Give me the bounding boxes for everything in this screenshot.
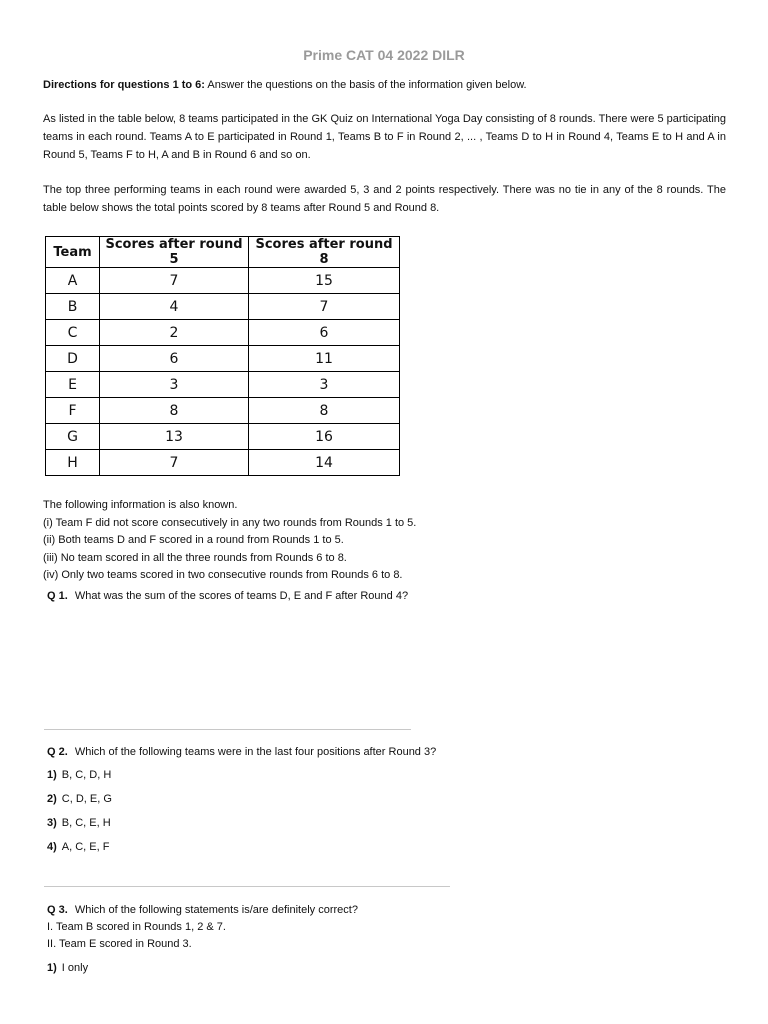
table-row (46, 320, 400, 346)
option-number: 2) (47, 793, 57, 805)
cell-round5: 6 (100, 346, 249, 372)
option[interactable] (47, 817, 111, 829)
cell-round8: 3 (249, 372, 400, 398)
cell-round5: 13 (100, 424, 249, 450)
cell-team: B (46, 294, 100, 320)
cell-round8: 8 (249, 398, 400, 424)
table-row (46, 398, 400, 424)
info-item: (i) Team F did not score consecutively in any two rounds from Rounds 1 to 5. (43, 516, 417, 529)
option-text: B, C, E, H (61, 817, 111, 829)
divider (44, 729, 411, 730)
cell-team: C (46, 320, 100, 346)
option-number: 1) (47, 962, 57, 974)
table-row (46, 372, 400, 398)
directions (43, 76, 726, 94)
header-team: Team (46, 237, 100, 268)
cell-round5: 8 (100, 398, 249, 424)
table-row (46, 450, 400, 476)
cell-round8: 16 (249, 424, 400, 450)
cell-team: A (46, 268, 100, 294)
question-3 (47, 904, 358, 916)
cell-round8: 14 (249, 450, 400, 476)
cell-round5: 2 (100, 320, 249, 346)
table-row (46, 346, 400, 372)
page-title: Prime CAT 04 2022 DILR (303, 47, 465, 63)
table-row (46, 268, 400, 294)
header-round5: Scores after round 5 (100, 237, 249, 268)
cell-round8: 7 (249, 294, 400, 320)
info-item: (ii) Both teams D and F scored in a round from Rounds 1 to 5. (43, 534, 344, 546)
directions-label: Directions for questions 1 to 6: (43, 79, 205, 91)
table-row (46, 424, 400, 450)
cell-team: F (46, 398, 100, 424)
info-item: (iii) No team scored in all the three rounds from Rounds 6 to 8. (43, 551, 347, 564)
statement: II. Team E scored in Round 3. (47, 938, 192, 950)
option[interactable] (47, 841, 109, 853)
option-text: C, D, E, G (61, 793, 112, 805)
question-3-label: Q 3. (47, 904, 68, 916)
option-text: B, C, D, H (61, 769, 112, 781)
cell-round5: 4 (100, 294, 249, 320)
question-2-label: Q 2. (47, 746, 68, 758)
option-number: 4) (47, 841, 57, 853)
option[interactable] (47, 769, 111, 781)
additional-info (43, 497, 416, 585)
divider (44, 886, 450, 887)
question-1-label: Q 1. (47, 590, 68, 602)
cell-round8: 11 (249, 346, 400, 372)
question-2 (47, 746, 436, 758)
option-number: 1) (47, 769, 57, 781)
cell-team: D (46, 346, 100, 372)
cell-round5: 7 (100, 450, 249, 476)
cell-team: G (46, 424, 100, 450)
cell-round5: 3 (100, 372, 249, 398)
directions-text: Answer the questions on the basis of the information given below. (204, 79, 527, 91)
question-1 (47, 590, 408, 602)
cell-round8: 15 (249, 268, 400, 294)
question-3-text: Which of the following statements is/are definitely correct? (74, 904, 358, 916)
intro-paragraph: As listed in the table below, 8 teams participated in the GK Quiz on International Yoga Day consisting of 8 rounds. There were 5 participating teams in each round. Teams A to E participated in Round 1, Teams B to F in Round 2, ... , Teams D to H in Round 4, Teams E to H and A in Round 5, Teams F to H, A and B in Round 6 and so on. (43, 113, 726, 161)
option[interactable] (47, 793, 112, 805)
info-item: (iv) Only two teams scored in two consecutive rounds from Rounds 6 to 8. (43, 569, 403, 581)
option-text: A, C, E, F (61, 841, 110, 853)
option[interactable] (47, 962, 88, 974)
cell-team: E (46, 372, 100, 398)
option-text: I only (61, 962, 89, 974)
table-row (46, 294, 400, 320)
table-header-row (46, 237, 400, 268)
option-number: 3) (47, 817, 57, 829)
statement: I. Team B scored in Rounds 1, 2 & 7. (47, 921, 226, 933)
question-1-text: What was the sum of the scores of teams D, E and F after Round 4? (74, 590, 409, 602)
header-round8: Scores after round 8 (249, 237, 400, 268)
cell-round8: 6 (249, 320, 400, 346)
question-2-text: Which of the following teams were in the last four positions after Round 3? (74, 746, 437, 758)
info-intro: The following information is also known. (43, 499, 238, 511)
cell-round5: 7 (100, 268, 249, 294)
scoring-paragraph: The top three performing teams in each round were awarded 5, 3 and 2 points respectively. There was no tie in any of the 8 rounds. The table below shows the total points scored by 8 teams after Round 5 and Round 8. (43, 184, 726, 214)
scores-table (45, 236, 400, 476)
cell-team: H (46, 450, 100, 476)
